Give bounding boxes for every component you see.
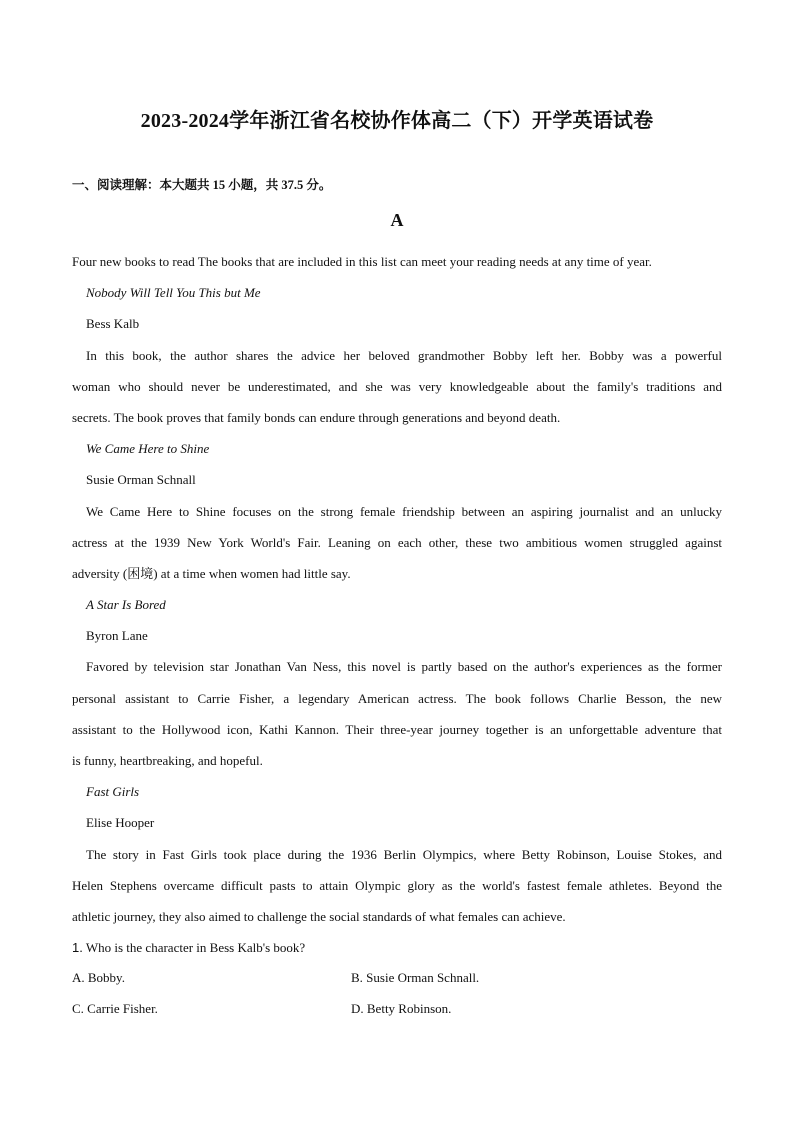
passage-intro: Four new books to read The books that are included in this list can meet your reading needs at any time of year. [72, 254, 652, 269]
option-row [72, 993, 722, 1024]
option-b[interactable]: B. Susie Orman Schnall. [351, 970, 480, 985]
book-author: Elise Hooper [86, 815, 155, 831]
book-desc-line: We Came Here to Shine focuses on the strong female friendship between an aspiring journalist and an unlucky [86, 503, 722, 519]
book-desc-line: adversity (困境) at a time when women had little say. [72, 565, 351, 581]
book-desc-line: secrets. The book proves that family bonds can endure through generations and beyond death. [72, 409, 561, 425]
book-desc-line: The story in Fast Girls took place during the 1936 Berlin Olympics, where Betty Robinson, Louise Stokes, and [86, 846, 722, 862]
option-d[interactable]: D. Betty Robinson. [351, 1001, 452, 1017]
book-desc-line: is funny, heartbreaking, and hopeful. [72, 753, 263, 768]
book-desc-line: athletic journey, they also aimed to challenge the social standards of what females can achieve. [72, 908, 566, 924]
book-title: We Came Here to Shine [86, 441, 210, 457]
option-c[interactable]: C. Carrie Fisher. [72, 1001, 158, 1017]
answer-options [72, 962, 722, 1024]
book-desc-line: Helen Stephens overcame difficult pasts to attain Olympic glory as the world's fastest female athletes. Beyond the [72, 877, 722, 893]
passage-label: A [390, 210, 404, 230]
book-title: A Star Is Bored [86, 597, 166, 613]
book-author: Byron Lane [86, 628, 148, 644]
book-desc-line: personal assistant to Carrie Fisher, a legendary American actress. The book follows Charlie Besson, the new [72, 690, 722, 706]
book-desc-line: woman who should never be underestimated, and she was very knowledgeable about the family's traditions and [72, 378, 722, 394]
book-desc-line: actress at the 1939 New York World's Fair. Leaning on each other, these two ambitious women struggled against [72, 534, 722, 550]
option-a[interactable]: A. Bobby. [72, 970, 125, 985]
book-title: Fast Girls [86, 784, 140, 800]
question-stem [72, 932, 722, 963]
exam-title: 2023-2024学年浙江省名校协作体高二（下）开学英语试卷 [140, 110, 654, 132]
book-desc-line: In this book, the author shares the advice her beloved grandmother Bobby left her. Bobby was a powerful [86, 347, 722, 363]
book-author: Bess Kalb [86, 316, 140, 332]
section-heading: 一、阅读理解：本大题共 15 小题，共 37.5 分。 [72, 178, 332, 192]
book-title: Nobody Will Tell You This but Me [86, 285, 261, 301]
book-desc-line: assistant to the Hollywood icon, Kathi Kannon. Their three-year journey together is an unforgettable adventure that [72, 721, 722, 737]
book-author: Susie Orman Schnall [86, 472, 196, 488]
option-row [72, 962, 722, 993]
question-text: Who is the character in Bess Kalb's book? [85, 940, 306, 956]
passage-body [72, 246, 722, 963]
question-number: 1. [72, 940, 83, 956]
book-desc-line: Favored by television star Jonathan Van Ness, this novel is partly based on the author's experiences as the former [86, 659, 722, 675]
